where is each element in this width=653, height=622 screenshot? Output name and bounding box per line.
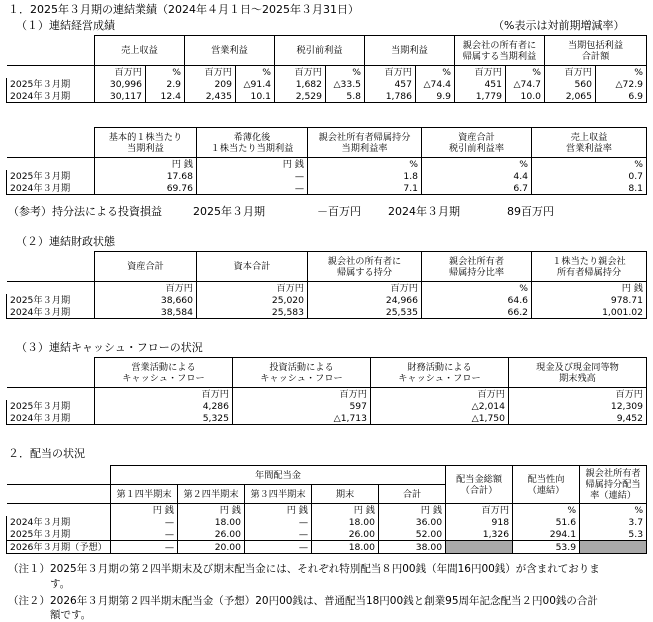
- header-pretax-profit: 税引前利益: [275, 36, 365, 66]
- cell: △91.4: [236, 78, 275, 90]
- row-label: 2024年３月期: [7, 182, 95, 195]
- cell: 53.9: [513, 541, 580, 554]
- table-row: [7, 170, 647, 182]
- cell: 209: [185, 78, 236, 90]
- unit-label: 百万円: [365, 66, 416, 79]
- cell: 5.8: [326, 90, 365, 103]
- unit-label: 円 銭: [95, 158, 197, 171]
- unit-label: 百万円: [308, 282, 422, 295]
- unit-label: %: [513, 504, 580, 517]
- cell: 1.8: [308, 170, 422, 182]
- cell: 3.7: [580, 516, 647, 528]
- cell: 25,583: [197, 306, 308, 319]
- cell: —: [245, 516, 312, 528]
- financial-position-table: [6, 251, 647, 319]
- unit-label: 百万円: [371, 388, 509, 401]
- cell: 38,584: [95, 306, 197, 319]
- note-2: （注２）2026年３月期第２四半期末配当金（予想）20円00銭は、普通配当18円00銭と創業95周年記念配当２円00銭の合計: [8, 595, 598, 607]
- unit-label: 円 銭: [532, 282, 647, 295]
- header-roa: 資産合計 税引前利益率: [422, 128, 532, 158]
- unit-label: 百万円: [455, 66, 506, 79]
- cell: △1,713: [233, 412, 371, 425]
- unit-label: 百万円: [95, 388, 233, 401]
- table-row: [7, 528, 647, 541]
- cell: 51.6: [513, 516, 580, 528]
- cell: 2,529: [275, 90, 326, 103]
- cell: 1,779: [455, 90, 506, 103]
- unit-label: %: [236, 66, 275, 79]
- unit-label: %: [580, 504, 647, 517]
- cell: 5,325: [95, 412, 233, 425]
- cell: —: [111, 516, 178, 528]
- cell: 978.71: [532, 294, 647, 306]
- cell: 1,001.02: [532, 306, 647, 319]
- cell: —: [245, 541, 312, 554]
- dividends-table: [6, 465, 647, 554]
- cell: 12.4: [146, 90, 185, 103]
- cell: △74.4: [416, 78, 455, 90]
- header-total-dividends: 配当金総額 （合計）: [446, 466, 513, 504]
- unit-label: 百万円: [275, 66, 326, 79]
- cell: 64.6: [422, 294, 532, 306]
- row-label: 2025年３月期: [7, 528, 111, 541]
- header-annual-dividends: 年間配当金: [111, 466, 446, 485]
- cell: 2,435: [185, 90, 236, 103]
- unit-label: %: [596, 66, 647, 79]
- unit-label: 円 銭: [111, 504, 178, 517]
- cell: 30,117: [95, 90, 146, 103]
- cell: 451: [455, 78, 506, 90]
- cell: —: [111, 528, 178, 541]
- unit-label: %: [422, 282, 532, 295]
- percent-note: （%表示は対前期増減率）: [493, 19, 625, 32]
- row-label: 2024年３月期: [7, 412, 95, 425]
- header-financing-cf: 財務活動による キャッシュ・フロー: [371, 358, 509, 388]
- header-comprehensive-income: 当期包括利益 合計額: [545, 36, 647, 66]
- unit-label: 百万円: [233, 388, 371, 401]
- cell: 0.7: [532, 170, 647, 182]
- header-total-assets: 資産合計: [95, 252, 197, 282]
- per-share-ratios-table: [6, 127, 647, 195]
- cell: 918: [446, 516, 513, 528]
- cell: —: [197, 182, 308, 195]
- unit-label: 百万円: [95, 66, 146, 79]
- unit-label: %: [308, 158, 422, 171]
- header-bps: １株当たり親会社 所有者帰属持分: [532, 252, 647, 282]
- table-row: [7, 412, 647, 425]
- header-basic-eps: 基本的１株当たり 当期利益: [95, 128, 197, 158]
- note-1: （注１）2025年３月期の第２四半期末及び期末配当金には、それぞれ特別配当８円00銭（年間16円00銭）が含まれておりま: [8, 563, 600, 575]
- cell: 52.00: [379, 528, 446, 541]
- header-equity-ratio: 親会社所有者 帰属持分比率: [422, 252, 532, 282]
- cell: 2.9: [146, 78, 185, 90]
- row-label: 2024年３月期: [7, 90, 95, 103]
- equity-method-value-1: －百万円: [317, 205, 361, 218]
- cell: 20.00: [178, 541, 245, 554]
- equity-method-period-1: 2025年３月期: [193, 205, 265, 218]
- row-label: 2024年３月期: [7, 516, 111, 528]
- cell: 597: [233, 400, 371, 412]
- cell: 26.00: [312, 528, 379, 541]
- table-row: [7, 306, 647, 319]
- note-1-cont: す。: [8, 578, 71, 590]
- subsection-title-cash-flows: （３）連結キャッシュ・フローの状況: [16, 341, 203, 354]
- cell: —: [197, 170, 308, 182]
- unit-label: 円 銭: [379, 504, 446, 517]
- row-label: 2025年３月期: [7, 400, 95, 412]
- table-row: [7, 78, 647, 90]
- cell: 2,065: [545, 90, 596, 103]
- cell: 36.00: [379, 516, 446, 528]
- cell: 38,660: [95, 294, 197, 306]
- unit-label: 円 銭: [178, 504, 245, 517]
- note-2-cont: 額です。: [8, 609, 92, 621]
- unit-label: %: [506, 66, 545, 79]
- unit-label: 百万円: [446, 504, 513, 517]
- cell: 38.00: [379, 541, 446, 554]
- table-row: [7, 516, 647, 528]
- table-row: [7, 182, 647, 195]
- header-doe: 親会社所有者 帰属持分配当 率（連結）: [580, 466, 647, 504]
- cell: △2,014: [371, 400, 509, 412]
- unit-label: 百万円: [95, 282, 197, 295]
- cell: 4.4: [422, 170, 532, 182]
- cell: 1,682: [275, 78, 326, 90]
- cell: 10.0: [506, 90, 545, 103]
- unit-label: 円 銭: [197, 158, 308, 171]
- equity-method-label: （参考）持分法による投資損益: [8, 205, 162, 218]
- subsection-title-financial-position: （２）連結財政状態: [16, 235, 115, 248]
- section2-title: ２．配当の状況: [8, 447, 85, 460]
- cell: 7.1: [308, 182, 422, 195]
- cell: 26.00: [178, 528, 245, 541]
- unit-label: 百万円: [509, 388, 647, 401]
- header-total-equity: 資本合計: [197, 252, 308, 282]
- equity-method-period-2: 2024年３月期: [388, 205, 460, 218]
- cell: 25,020: [197, 294, 308, 306]
- unit-label: %: [422, 158, 532, 171]
- subsection-title-operating-results: （１）連結経営成績: [16, 19, 115, 32]
- header-total: 合計: [379, 485, 446, 504]
- header-year-end: 期末: [312, 485, 379, 504]
- header-q1: 第１四半期末: [111, 485, 178, 504]
- header-revenue: 売上収益: [95, 36, 185, 66]
- unit-label: 円 銭: [312, 504, 379, 517]
- row-label: 2026年３月期（予想）: [7, 541, 111, 554]
- cell: 9.9: [416, 90, 455, 103]
- unit-label: 百万円: [197, 282, 308, 295]
- cell: 24,966: [308, 294, 422, 306]
- section1-title: １．2025年３月期の連結業績（2024年４月１日～2025年３月31日）: [8, 3, 359, 16]
- cell: 1,786: [365, 90, 416, 103]
- unit-label: 円 銭: [245, 504, 312, 517]
- cell: 8.1: [532, 182, 647, 195]
- row-label: 2025年３月期: [7, 78, 95, 90]
- cell: 6.9: [596, 90, 647, 103]
- header-q2: 第２四半期末: [178, 485, 245, 504]
- cell: 560: [545, 78, 596, 90]
- row-label: 2025年３月期: [7, 294, 95, 306]
- cell-shaded: [446, 541, 513, 554]
- cell: 12,309: [509, 400, 647, 412]
- cell: 5.3: [580, 528, 647, 541]
- unit-label: %: [326, 66, 365, 79]
- cell: —: [245, 528, 312, 541]
- cell: 18.00: [178, 516, 245, 528]
- header-operating-cf: 営業活動による キャッシュ・フロー: [95, 358, 233, 388]
- table-row: [7, 400, 647, 412]
- cell: 17.68: [95, 170, 197, 182]
- unit-label: %: [532, 158, 647, 171]
- header-diluted-eps: 希薄化後 １株当たり当期利益: [197, 128, 308, 158]
- cell: 4,286: [95, 400, 233, 412]
- unit-label: %: [416, 66, 455, 79]
- header-operating-margin: 売上収益 営業利益率: [532, 128, 647, 158]
- header-operating-profit: 営業利益: [185, 36, 275, 66]
- cash-flows-table: [6, 357, 647, 425]
- cell: △1,750: [371, 412, 509, 425]
- unit-label: 百万円: [185, 66, 236, 79]
- header-owners-equity: 親会社の所有者に 帰属する持分: [308, 252, 422, 282]
- cell: 457: [365, 78, 416, 90]
- header-net-profit: 当期利益: [365, 36, 455, 66]
- cell: 18.00: [312, 516, 379, 528]
- cell: △74.7: [506, 78, 545, 90]
- header-q3: 第３四半期末: [245, 485, 312, 504]
- cell: 9,452: [509, 412, 647, 425]
- unit-label: %: [146, 66, 185, 79]
- cell: 1,326: [446, 528, 513, 541]
- cell-shaded: [580, 541, 647, 554]
- cell: △33.5: [326, 78, 365, 90]
- operating-results-table: [6, 35, 647, 103]
- cell: —: [111, 541, 178, 554]
- cell: 18.00: [312, 541, 379, 554]
- cell: 25,535: [308, 306, 422, 319]
- cell: 10.1: [236, 90, 275, 103]
- header-cash-balance: 現金及び現金同等物 期末残高: [509, 358, 647, 388]
- unit-label: 百万円: [545, 66, 596, 79]
- row-label: 2025年３月期: [7, 170, 95, 182]
- cell: 66.2: [422, 306, 532, 319]
- table-row: [7, 294, 647, 306]
- header-roe: 親会社所有者帰属持分 当期利益率: [308, 128, 422, 158]
- equity-method-value-2: 89百万円: [507, 205, 554, 218]
- header-payout-ratio: 配当性向 （連結）: [513, 466, 580, 504]
- cell: 30,996: [95, 78, 146, 90]
- cell: 294.1: [513, 528, 580, 541]
- cell: △72.9: [596, 78, 647, 90]
- header-investing-cf: 投資活動による キャッシュ・フロー: [233, 358, 371, 388]
- cell: 69.76: [95, 182, 197, 195]
- header-owners-profit: 親会社の所有者に 帰属する当期利益: [455, 36, 545, 66]
- cell: 6.7: [422, 182, 532, 195]
- table-row: [7, 541, 647, 554]
- row-label: 2024年３月期: [7, 306, 95, 319]
- table-row: [7, 90, 647, 103]
